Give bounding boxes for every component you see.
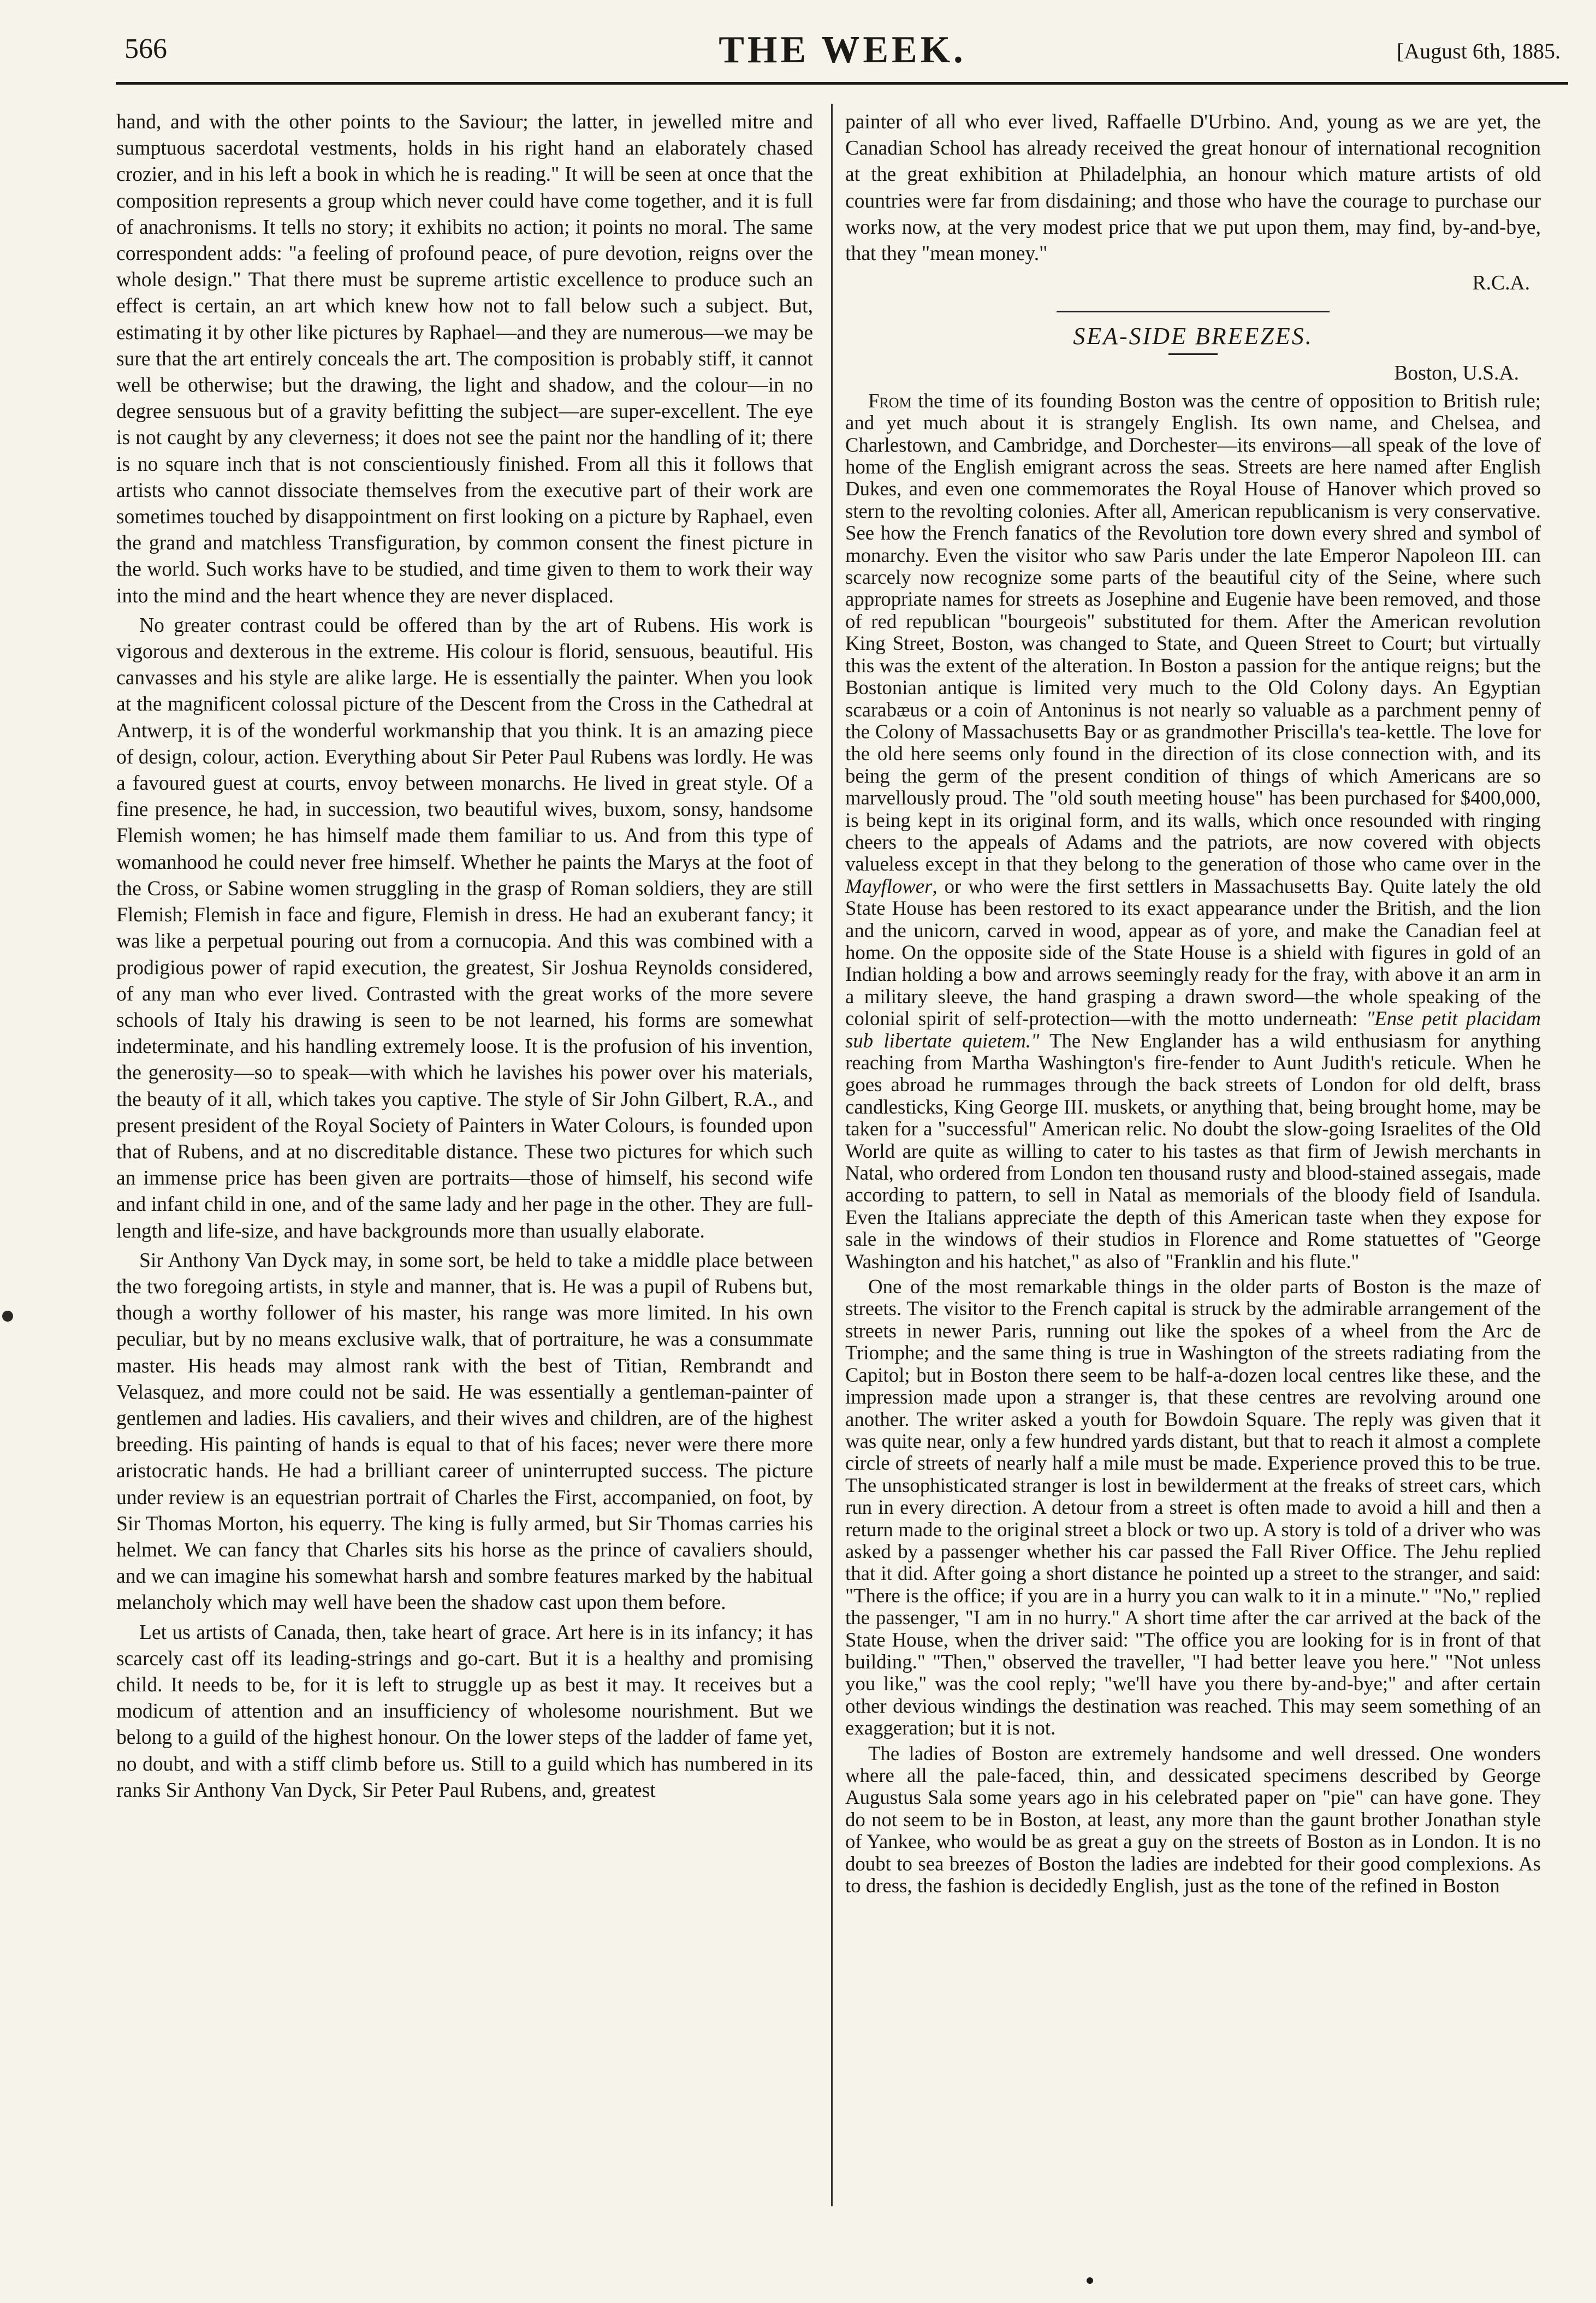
article-title: SEA-SIDE BREEZES. — [1073, 323, 1313, 350]
right-column — [845, 109, 1541, 1897]
paragraph: One of the most remarkable things in the older parts of Boston is the maze of streets. The visitor to the French capital is struck by the admirable arrangement of the streets in newer Paris, running out like the spokes of a wheel from the Arc de Triomphe; and the same thing is true in Washington of the streets radiating from the Capitol; but in Boston there seem to be half-a-dozen local centres like these, and the impression made upon a stranger is, that these centres are revolving around one another. The writer asked a youth for Bowdoin Square. The reply was given that it was quite near, only a few hundred yards distant, but that to reach it almost a complete circle of streets of nearly half a mile must be made. Experience proved this to be true. The unsophisticated stranger is lost in bewilderment at the freaks of street cars, which run in every direction. A detour from a street is often made to avoid a hill and then a return made to the original street a block or two up. A story is told of a driver who was asked by a passenger whether his car passed the Fall River Office. The Jehu replied that it did. After going a short distance he pointed up a street to the stranger, and said: "There is the office; if you are in a hurry you can walk to it in a minute." "No," replied the passenger, "I am in no hurry." A short time after the car arrived at the back of the State House, when the driver said: "The office you are looking for is in front of that building." "Then," observed the traveller, "I had better leave you here." "Not unless you like," was the cool reply; "we'll have you there by-and-bye;" and after certain other devious windings the destination was reached. This may seem something of an exaggeration; but it is not. — [845, 1275, 1541, 1739]
signature: R.C.A. — [1472, 272, 1530, 295]
paragraph: painter of all who ever lived, Raffaelle D'Urbino. And, young as we are yet, the Canadian School has already received the great honour of international recognition at the great exhibition at Philadelphia, an honour which mature artists of old countries were far from disdaining; and those who have the courage to purchase our works now, at the very modest price that we put upon them, may find, by-and-bye, that they "mean money." — [845, 111, 1541, 265]
column-divider — [831, 104, 833, 2206]
paragraph: From the time of its founding Boston was the centre of opposition to British rule; and yet much about it is strangely English. Its own name, and Chelsea, and Charlestown, and Cambridge, and Dorchester—its environs—all speak of the love of home of the English emigrant across the seas. Streets are here named after English Dukes, and even one commemorates the Royal House of Hanover which proved so stern to the revolting colonies. After all, American republicanism is very conservative. See how the French fanatics of the Revolution tore down every shred and symbol of monarchy. Even the visitor who saw Paris under the late Emperor Napoleon III. can scarcely now recognize some parts of the beautiful city of the Seine, where such appropriate names for streets as Josephine and Eugenie have been removed, and those of red republican "bourgeois" substituted for them. After the American revolution King Street, Boston, was changed to State, and Queen Street to Court; but virtually this was the extent of the alteration. In Boston a passion for the antique reigns; but the Bostonian antique is limited very much to the Old Colony days. An Egyptian scarabæus or a coin of Antoninus is not nearly so valuable as a parchment penny of the Colony of Massachusetts Bay or as grandmother Priscilla's tea-kettle. The love for the old here seems only found in the direction of its close connection with, and its being the germ of the present condition of things of which Americans are so marvellously proud. The "old south meeting house" has been purchased for $400,000, is being kept in its original form, and its walls, which once resounded with ringing cheers to the appeals of Adams and the patriots, are now covered with objects valueless except in that they belong to the generation of those who came over in the Mayflower, or who were the first settlers in Massachusetts Bay. Quite lately the old State House has been restored to its exact appearance under the British, and the lion and the unicorn, carved in wood, appear as of yore, and make the Canadian feel at home. On the opposite side of the State House is a shield with figures in gold of an Indian holding a bow and arrows seemingly ready for the fray, with above it an arm in a military sleeve, the hand grasping a drawn sword—the whole speaking of the colonial spirit of self-protection—with the motto underneath: "Ense petit placidam sub libertate quietem." The New Englander has a wild enthusiasm for anything reaching from Martha Washington's fire-fender to Aunt Judith's reticule. When he goes abroad he rummages through the back streets of London for old delft, brass candlesticks, King George III. muskets, or anything that, being brought home, may be taken for a "successful" American relic. No doubt the slow-going Israelites of the Old World are quite as willing to cater to his tastes as that firm of Jewish merchants in Natal, who ordered from London ten thousand rusty and blood-stained assegais, made according to pattern, to sell in Natal as memorials of the bloody field of Isandula. Even the Italians appreciate the depth of this American taste when they expose for sale in the windows of their studios in Florence and Rome statuettes of "George Washington and his hatchet," as also of "Franklin and his flute." — [845, 389, 1541, 1272]
masthead-title: THE WEEK. — [719, 29, 966, 71]
article-body — [845, 390, 1541, 1897]
italic-term: Mayflower — [845, 874, 933, 897]
ink-speck — [1087, 2277, 1093, 2284]
section-divider — [1057, 311, 1330, 312]
margin-mark — [2, 1311, 13, 1322]
title-underline — [1168, 353, 1218, 355]
paragraph: The ladies of Boston are extremely handsome and well dressed. One wonders where all the pale-faced, thin, and dessicated specimens described by George Augustus Sala some years ago in his celebrated paper on "pie" can have gone. They do not seem to be in Boston, at least, any more than the gaunt brother Jonathan style of Yankee, who would be as great a guy on the streets of Boston as in London. It is no doubt to sea breezes of Boston the ladies are indebted for their good complexions. As to dress, the fashion is decidedly English, just as the tone of the refined in Boston — [845, 1742, 1541, 1897]
left-column — [116, 109, 813, 1804]
latin-motto: "Ense petit placidam sub libertate quietem." — [845, 1007, 1541, 1052]
issue-date: [August 6th, 1885. — [1397, 39, 1561, 63]
paragraph: Let us artists of Canada, then, take heart of grace. Art here is in its infancy; it has scarcely cast off its leading-strings and go-cart. But it is a healthy and promising child. It needs to be, for it is left to struggle up as best it may. It receives but a modicum of attention and an insufficiency of wholesome nourishment. But we belong to a guild of the highest honour. On the lower steps of the ladder of fame yet, no doubt, and with a stiff climb before us. Still to a guild which has numbered in its ranks Sir Anthony Van Dyck, Sir Peter Paul Rubens, and, greatest — [116, 1621, 813, 1802]
paragraph: No greater contrast could be offered than by the art of Rubens. His work is vigorous and dexterous in the extreme. His colour is florid, sensuous, beautiful. His canvasses and his style are alike large. He is essentially the painter. When you look at the magnificent colossal picture of the Descent from the Cross in the Cathedral at Antwerp, it is of the wonderful workmanship that you think. It is an amazing piece of design, colour, action. Everything about Sir Peter Paul Rubens was lordly. He was a favoured guest at courts, envoy between monarchs. He lived in great style. Of a fine presence, he had, in succession, two beautiful wives, buxom, sonsy, handsome Flemish women; he has himself made them familiar to us. And from this type of womanhood he could never free himself. Whether he paints the Marys at the foot of the Cross, or Sabine women struggling in the grasp of Roman soldiers, they are still Flemish; Flemish in face and figure, Flemish in dress. He had an exuberant fancy; it was like a perpetual pouring out from a cornucopia. And this was combined with a prodigious power of rapid execution, the greatest, Sir Joshua Reynolds considered, of any man who ever lived. Contrasted with the great works of the more severe schools of Italy his drawing is seen to be not learned, his forms are somewhat indeterminate, and his handling extremely loose. It is the profusion of his invention, the generosity—so to speak—with which he lavishes his power over his materials, the beauty of it all, which takes you captive. The style of Sir John Gilbert, R.A., and present president of the Royal Society of Painters in Water Colours, is founded upon that of Rubens, and at no discreditable distance. These two pictures for which such an immense price has been given are portraits—those of himself, his second wife and infant child in one, and of the same lady and her page in the other. They are full-length and life-size, and have backgrounds more than usually elaborate. — [116, 614, 813, 1242]
page-number: 566 — [124, 33, 167, 64]
dateline: Boston, U.S.A. — [1394, 362, 1519, 384]
header-rule — [116, 82, 1568, 85]
lead-word: From — [868, 389, 912, 412]
paragraph: hand, and with the other points to the Saviour; the latter, in jewelled mitre and sumptuous sacerdotal vestments, holds in his right hand an elaborately chased crozier, and in his left a book in which he is reading." It will be seen at once that the composition represents a group which never could have come together, and it is full of anachronisms. It tells no story; it exhibits no action; it points no moral. The same correspondent adds: "a feeling of profound peace, of pure devotion, reigns over the whole design." That there must be supreme artistic excellence to produce such an effect is certain, an art which knew how not to fall below such a subject. But, estimating it by other like pictures by Raphael—and they are numerous—we may be sure that the art entirely conceals the art. The composition is probably stiff, it cannot well be otherwise; but the drawing, the light and shadow, and the colour—in no degree sensuous but of a gravity befitting the subject—are super-excellent. The eye is not caught by any cleverness; it does not see the paint nor the handling of it; there is no square inch that is not conscientiously finished. From all this it follows that artists who cannot dissociate themselves from the executive part of their work are sometimes touched by disappointment on first looking on a picture by Raphael, even the grand and matchless Transfiguration, by common consent the finest picture in the world. Such works have to be studied, and time given to them to work their way into the mind and the heart whence they are never displaced. — [116, 111, 813, 607]
page-header — [124, 28, 1561, 79]
paragraph: Sir Anthony Van Dyck may, in some sort, be held to take a middle place between the two foregoing artists, in style and manner, that is. He was a pupil of Rubens but, though a worthy follower of his master, his range was more limited. In his own peculiar, but by no means exclusive walk, that of portraiture, he was a consummate master. His heads may almost rank with the best of Titian, Rembrandt and Velasquez, and more could not be said. He was essentially a gentleman-painter of gentlemen and ladies. His cavaliers, and their wives and children, are of the highest breeding. His painting of hands is equal to that of his faces; never were there more aristocratic hands. He had a brilliant career of uninterrupted success. The picture under review is an equestrian portrait of Charles the First, accompanied, on foot, by Sir Thomas Morton, his equerry. The king is fully armed, but Sir Thomas carries his helmet. We can fancy that Charles sits his horse as the prince of cavaliers should, and we can imagine his somewhat harsh and sombre features marked by the habitual melancholy which may well have been the shadow cast upon them before. — [116, 1249, 813, 1614]
